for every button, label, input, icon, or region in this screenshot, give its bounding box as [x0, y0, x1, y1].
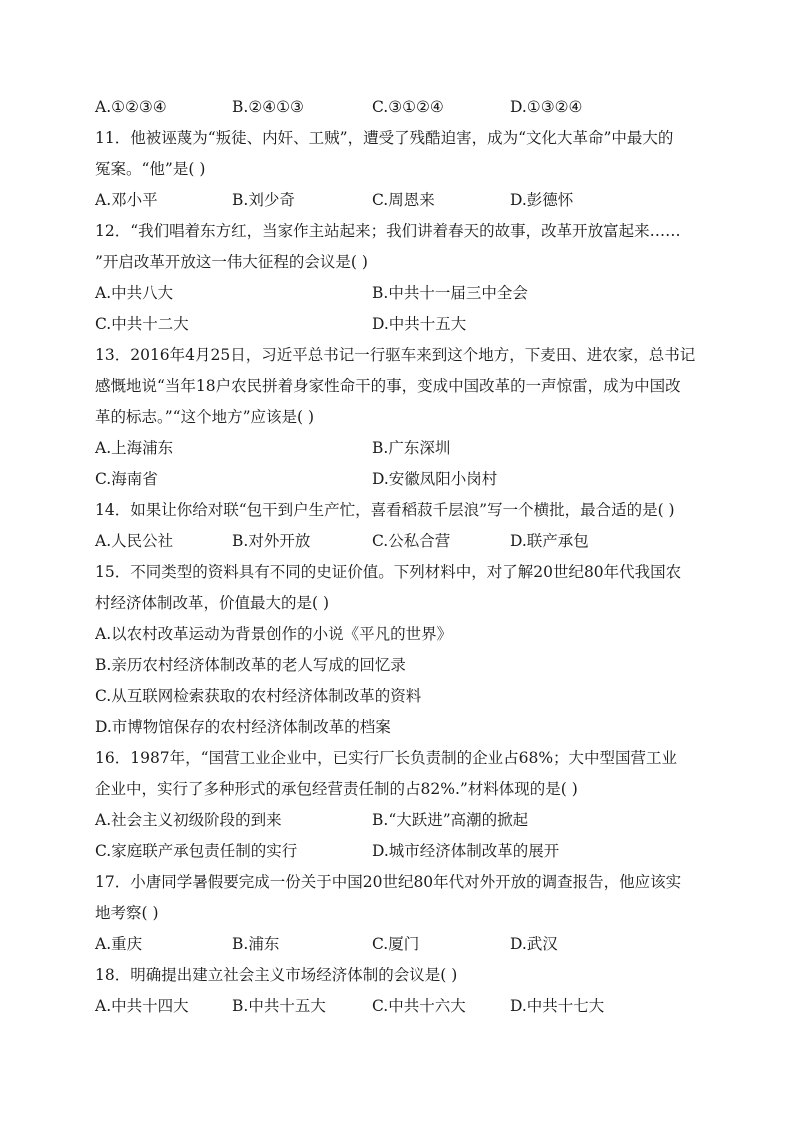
q14-option-d: D.联产承包: [510, 532, 589, 550]
q12-option-c: C.中共十二大: [95, 315, 189, 333]
q18-option-d: D.中共十七大: [510, 997, 605, 1015]
q11-option-a: A.邓小平: [95, 191, 158, 209]
q17-option-c: C.厦门: [372, 935, 420, 953]
q16-option-d: D.城市经济体制改革的展开: [372, 842, 560, 860]
q16-stem-line-2: 企业中，实行了多种形式的承包经营责任制的占82%.”材料体现的是( ): [95, 780, 578, 798]
q14-option-c: C.公私合营: [372, 532, 451, 550]
q12-option-b: B.中共十一届三中全会: [372, 284, 528, 302]
q16-option-b: B.“大跃进”高潮的掀起: [372, 811, 529, 829]
q13-stem-line-3: 革的标志。”“这个地方”应该是( ): [95, 408, 315, 426]
q18-stem-line-1: 18．明确提出建立社会主义市场经济体制的会议是( ): [95, 966, 458, 984]
exam-page: [95, 92, 715, 1022]
q17-option-d: D.武汉: [510, 935, 558, 953]
q11-option-b: B.刘少奇: [232, 191, 295, 209]
q18-options: [95, 991, 715, 1022]
q15-stem-line-2: 村经济体制改革，价值最大的是( ): [95, 594, 330, 612]
q14-option-b: B.对外开放: [232, 532, 311, 550]
q14-option-a: A.人民公社: [95, 532, 174, 550]
q15-option-b: B.亲历农村经济体制改革的老人写成的回忆录: [95, 656, 406, 674]
q10-options: [95, 92, 715, 123]
q11-option-d: D.彭德怀: [510, 191, 574, 209]
q16-options-row-2: [95, 836, 715, 867]
q15-option-c: C.从互联网检索获取的农村经济体制改革的资料: [95, 687, 422, 705]
q10-option-c: C.③①②④: [372, 98, 444, 116]
q13-option-b: B.广东深圳: [372, 439, 451, 457]
q16-option-a: A.社会主义初级阶段的到来: [95, 811, 282, 829]
q11-option-c: C.周恩来: [372, 191, 435, 209]
q17-stem-line-2: 地考察( ): [95, 904, 159, 922]
q10-option-a: A.①②③④: [95, 98, 167, 116]
q11-stem-line-1: 11．他被诬蔑为“叛徒、内奸、工贼”，遭受了残酷迫害，成为“文化大革命”中最大的: [95, 129, 674, 147]
q16-option-c: C.家庭联产承包责任制的实行: [95, 842, 298, 860]
q18-option-c: C.中共十六大: [372, 997, 466, 1015]
q15-option-d: D.市博物馆保存的农村经济体制改革的档案: [95, 718, 391, 736]
q17-option-a: A.重庆: [95, 935, 143, 953]
q18-option-b: B.中共十五大: [232, 997, 326, 1015]
q11-options: [95, 185, 715, 216]
q12-options-row-2: [95, 309, 715, 340]
q13-option-d: D.安徽凤阳小岗村: [372, 470, 498, 488]
q12-options-row-1: [95, 278, 715, 309]
q17-stem-line-1: 17．小唐同学暑假要完成一份关于中国20世纪80年代对外开放的调查报告，他应该实: [95, 873, 682, 891]
q10-option-b: B.②④①③: [232, 98, 304, 116]
q10-option-d: D.①③②④: [510, 98, 583, 116]
q11-stem-line-2: 冤案。“他”是( ): [95, 160, 206, 178]
q13-option-a: A.上海浦东: [95, 439, 174, 457]
q15-option-a: A.以农村改革运动为背景创作的小说《平凡的世界》: [95, 625, 453, 643]
q13-options-row-2: [95, 464, 715, 495]
q13-options-row-1: [95, 433, 715, 464]
q12-option-a: A.中共八大: [95, 284, 174, 302]
q13-stem-line-2: 感慨地说“当年18户农民拼着身家性命干的事，变成中国改革的一声惊雷，成为中国改: [95, 377, 681, 395]
q16-options-row-1: [95, 805, 715, 836]
q15-stem-line-1: 15．不同类型的资料具有不同的史证价值。下列材料中，对了解20世纪80年代我国农: [95, 563, 682, 581]
q17-option-b: B.浦东: [232, 935, 280, 953]
q13-option-c: C.海南省: [95, 470, 158, 488]
q12-stem-line-2: ”开启改革开放这一伟大征程的会议是( ): [95, 253, 368, 271]
q12-stem-line-1: 12．“我们唱着东方红，当家作主站起来；我们讲着春天的故事，改革开放富起来……: [95, 222, 681, 240]
q17-options: [95, 929, 715, 960]
q18-option-a: A.中共十四大: [95, 997, 189, 1015]
q12-option-d: D.中共十五大: [372, 315, 467, 333]
q16-stem-line-1: 16．1987年，“国营工业企业中，已实行厂长负责制的企业占68%；大中型国营工业: [95, 749, 678, 767]
q14-stem-line-1: 14．如果让你给对联“包干到户生产忙，喜看稻菽千层浪”写一个横批，最合适的是( ): [95, 501, 675, 519]
q14-options: [95, 526, 715, 557]
q13-stem-line-1: 13．2016年4月25日，习近平总书记一行驱车来到这个地方，下麦田、进农家，总书记: [95, 346, 696, 364]
